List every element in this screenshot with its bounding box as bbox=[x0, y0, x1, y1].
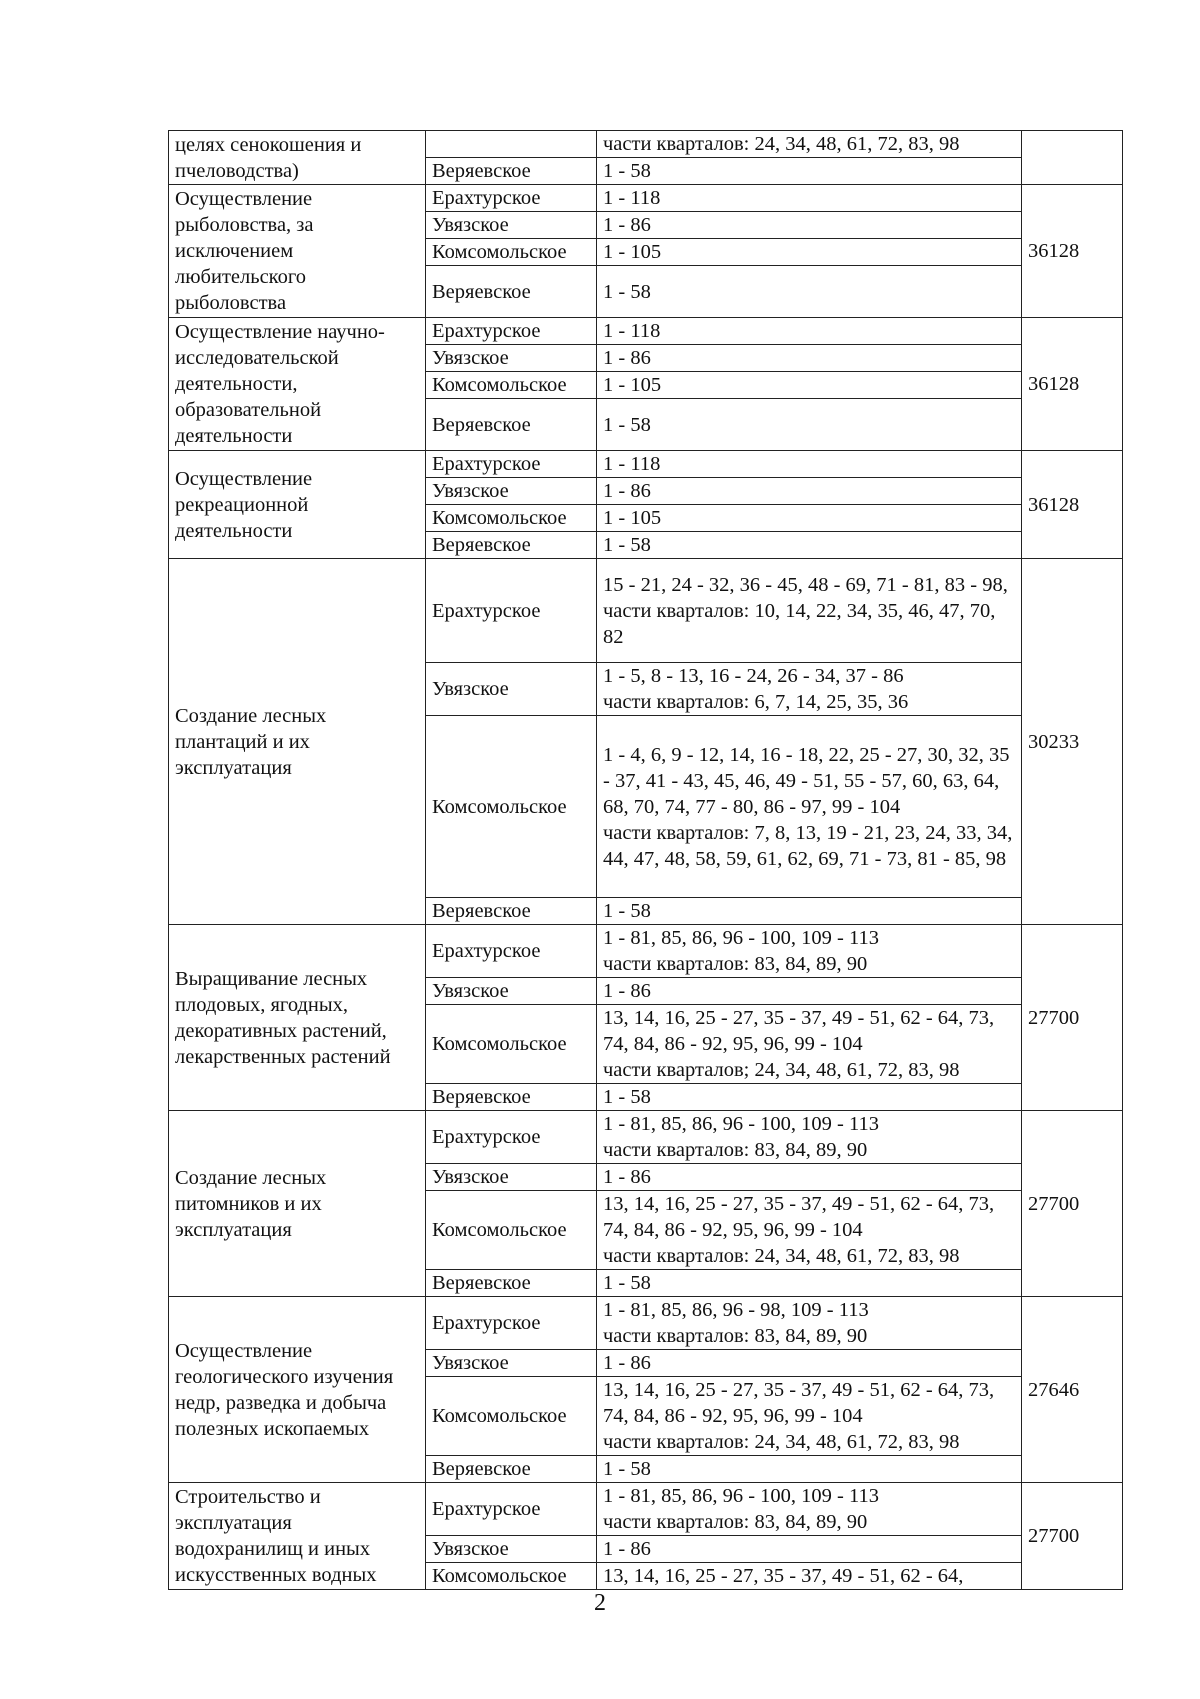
district-cell: Веряевское bbox=[426, 1084, 597, 1111]
table-row bbox=[169, 185, 1123, 212]
table-row bbox=[169, 451, 1123, 478]
partial-quarters: части кварталов: 7, 8, 13, 19 - 21, 23, 24, 33, 34, 44, 47, 48, 58, 59, 61, 62, 69, 71 - 73, 81 - 85, 98 bbox=[603, 821, 1013, 870]
quarters-cell bbox=[597, 1191, 1022, 1270]
table-row bbox=[169, 925, 1123, 978]
area-cell: 27700 bbox=[1022, 1483, 1123, 1590]
district-cell: Веряевское bbox=[426, 158, 597, 185]
district-cell: Веряевское bbox=[426, 898, 597, 925]
quarters-list: 13, 14, 16, 25 - 27, 35 - 37, 49 - 51, 62 - 64, 73, 74, 84, 86 - 92, 95, 96, 99 - 104 bbox=[603, 1193, 995, 1241]
activity-cell: Осуществление научно-исследовательской деятельности, образовательной деятельности bbox=[169, 318, 426, 451]
partial-quarters: части кварталов: 6, 7, 14, 25, 35, 36 bbox=[603, 691, 909, 713]
area-cell: 36128 bbox=[1022, 318, 1123, 451]
area-cell: 30233 bbox=[1022, 559, 1123, 925]
quarters-cell: 1 - 86 bbox=[597, 212, 1022, 239]
quarters-list: 13, 14, 16, 25 - 27, 35 - 37, 49 - 51, 62 - 64, 73, 74, 84, 86 - 92, 95, 96, 99 - 104 bbox=[603, 1007, 995, 1055]
quarters-cell bbox=[597, 716, 1022, 898]
quarters-cell bbox=[597, 1297, 1022, 1350]
quarters-cell: 1 - 105 bbox=[597, 372, 1022, 399]
area-cell bbox=[1022, 131, 1123, 185]
area-cell: 27700 bbox=[1022, 925, 1123, 1111]
page-number: 2 bbox=[594, 1590, 606, 1616]
quarters-cell: 1 - 86 bbox=[597, 478, 1022, 505]
quarters-cell: 1 - 86 bbox=[597, 1164, 1022, 1191]
area-cell: 27646 bbox=[1022, 1297, 1123, 1483]
table-row bbox=[169, 559, 1123, 663]
table-row bbox=[169, 1111, 1123, 1164]
quarters-cell bbox=[597, 1005, 1022, 1084]
activity-cell: Осуществление рекреационной деятельности bbox=[169, 451, 426, 559]
quarters-cell: 1 - 58 bbox=[597, 898, 1022, 925]
district-cell: Ерахтурское bbox=[426, 318, 597, 345]
district-cell: Веряевское bbox=[426, 1456, 597, 1483]
district-cell: Веряевское bbox=[426, 1270, 597, 1297]
activity-cell: Создание лесных питомников и их эксплуатация bbox=[169, 1111, 426, 1297]
district-cell: Комсомольское bbox=[426, 505, 597, 532]
quarters-cell: 1 - 86 bbox=[597, 978, 1022, 1005]
district-cell: Увязское bbox=[426, 1350, 597, 1377]
quarters-list: 1 - 5, 8 - 13, 16 - 24, 26 - 34, 37 - 86 bbox=[603, 665, 904, 687]
quarters-cell bbox=[597, 925, 1022, 978]
district-cell: Ерахтурское bbox=[426, 451, 597, 478]
quarters-list: 1 - 81, 85, 86, 96 - 100, 109 - 113 bbox=[603, 1485, 879, 1507]
quarters-cell: 1 - 86 bbox=[597, 345, 1022, 372]
partial-quarters: части кварталов: 24, 34, 48, 61, 72, 83, 98 bbox=[603, 1245, 960, 1267]
district-cell: Комсомольское bbox=[426, 239, 597, 266]
district-cell: Увязское bbox=[426, 1536, 597, 1563]
district-cell: Веряевское bbox=[426, 266, 597, 318]
district-cell: Увязское bbox=[426, 1164, 597, 1191]
quarters-cell: 1 - 58 bbox=[597, 1270, 1022, 1297]
district-cell: Комсомольское bbox=[426, 1191, 597, 1270]
district-cell: Ерахтурское bbox=[426, 1483, 597, 1536]
activity-cell: Создание лесных плантаций и их эксплуатация bbox=[169, 559, 426, 925]
quarters-cell: 13, 14, 16, 25 - 27, 35 - 37, 49 - 51, 62 - 64, bbox=[597, 1563, 1022, 1590]
quarters-cell: 1 - 58 bbox=[597, 266, 1022, 318]
area-cell: 36128 bbox=[1022, 185, 1123, 318]
quarters-cell: 1 - 58 bbox=[597, 1456, 1022, 1483]
district-cell bbox=[426, 131, 597, 158]
table-row bbox=[169, 1483, 1123, 1536]
district-cell: Ерахтурское bbox=[426, 559, 597, 663]
quarters-cell bbox=[597, 1377, 1022, 1456]
quarters-cell bbox=[597, 663, 1022, 716]
quarters-cell: 1 - 118 bbox=[597, 185, 1022, 212]
quarters-cell: 1 - 118 bbox=[597, 451, 1022, 478]
district-cell: Веряевское bbox=[426, 532, 597, 559]
quarters-cell: 1 - 58 bbox=[597, 399, 1022, 451]
quarters-list: 15 - 21, 24 - 32, 36 - 45, 48 - 69, 71 - 81, 83 - 98, bbox=[603, 573, 1008, 596]
district-cell: Ерахтурское bbox=[426, 1111, 597, 1164]
quarters-cell bbox=[597, 1483, 1022, 1536]
district-cell: Комсомольское bbox=[426, 372, 597, 399]
quarters-cell: 1 - 58 bbox=[597, 158, 1022, 185]
quarters-list: 1 - 81, 85, 86, 96 - 100, 109 - 113 bbox=[603, 1113, 879, 1135]
partial-quarters: части кварталов; 24, 34, 48, 61, 72, 83, 98 bbox=[603, 1059, 960, 1081]
activity-cell: Выращивание лесных плодовых, ягодных, декоративных растений, лекарственных растений bbox=[169, 925, 426, 1111]
district-cell: Веряевское bbox=[426, 399, 597, 451]
forest-use-table bbox=[168, 130, 1123, 1590]
partial-quarters: части кварталов: 83, 84, 89, 90 bbox=[603, 1511, 868, 1533]
quarters-list: 1 - 81, 85, 86, 96 - 98, 109 - 113 bbox=[603, 1299, 869, 1321]
district-cell: Комсомольское bbox=[426, 1377, 597, 1456]
partial-quarters: части кварталов: 83, 84, 89, 90 bbox=[603, 1139, 868, 1161]
activity-cell: Осуществление рыболовства, за исключением любительского рыболовства bbox=[169, 185, 426, 318]
area-cell: 27700 bbox=[1022, 1111, 1123, 1297]
district-cell: Увязское bbox=[426, 978, 597, 1005]
table-row bbox=[169, 1297, 1123, 1350]
area-cell: 36128 bbox=[1022, 451, 1123, 559]
district-cell: Комсомольское bbox=[426, 1005, 597, 1084]
district-cell: Комсомольское bbox=[426, 1563, 597, 1590]
partial-quarters: части кварталов: 24, 34, 48, 61, 72, 83, 98 bbox=[603, 1431, 960, 1453]
quarters-cell: 1 - 58 bbox=[597, 1084, 1022, 1111]
district-cell: Увязское bbox=[426, 663, 597, 716]
activity-cell: целях сенокошения и пчеловодства) bbox=[169, 131, 426, 185]
district-cell: Ерахтурское bbox=[426, 925, 597, 978]
quarters-cell bbox=[597, 1111, 1022, 1164]
quarters-cell: 1 - 105 bbox=[597, 505, 1022, 532]
quarters-list: 13, 14, 16, 25 - 27, 35 - 37, 49 - 51, 62 - 64, 73, 74, 84, 86 - 92, 95, 96, 99 - 104 bbox=[603, 1379, 995, 1427]
activity-cell: Строительство и эксплуатация водохранилищ и иных искусственных водных bbox=[169, 1483, 426, 1590]
district-cell: Ерахтурское bbox=[426, 185, 597, 212]
district-cell: Ерахтурское bbox=[426, 1297, 597, 1350]
quarters-cell: 1 - 118 bbox=[597, 318, 1022, 345]
district-cell: Комсомольское bbox=[426, 716, 597, 898]
partial-quarters: части кварталов: 83, 84, 89, 90 bbox=[603, 1325, 868, 1347]
table-row bbox=[169, 318, 1123, 345]
district-cell: Увязское bbox=[426, 212, 597, 239]
partial-quarters: части кварталов: 10, 14, 22, 34, 35, 46, 47, 70, 82 bbox=[603, 599, 996, 648]
district-cell: Увязское bbox=[426, 478, 597, 505]
activity-cell: Осуществление геологического изучения недр, разведка и добыча полезных ископаемых bbox=[169, 1297, 426, 1483]
quarters-cell: 1 - 58 bbox=[597, 532, 1022, 559]
district-cell: Увязское bbox=[426, 345, 597, 372]
quarters-list: 1 - 81, 85, 86, 96 - 100, 109 - 113 bbox=[603, 927, 879, 949]
quarters-cell bbox=[597, 559, 1022, 663]
table-row bbox=[169, 131, 1123, 158]
quarters-cell: 1 - 86 bbox=[597, 1536, 1022, 1563]
partial-quarters: части кварталов: 83, 84, 89, 90 bbox=[603, 953, 868, 975]
quarters-cell: части кварталов: 24, 34, 48, 61, 72, 83, 98 bbox=[597, 131, 1022, 158]
quarters-cell: 1 - 86 bbox=[597, 1350, 1022, 1377]
quarters-cell: 1 - 105 bbox=[597, 239, 1022, 266]
quarters-list: 1 - 4, 6, 9 - 12, 14, 16 - 18, 22, 25 - 27, 30, 32, 35 - 37, 41 - 43, 45, 46, 49 - 51, 55 - 57, 60, 63, 64, 68, 70, 74, 77 - 80, 86 - 97, 99 - 104 bbox=[603, 743, 1010, 818]
